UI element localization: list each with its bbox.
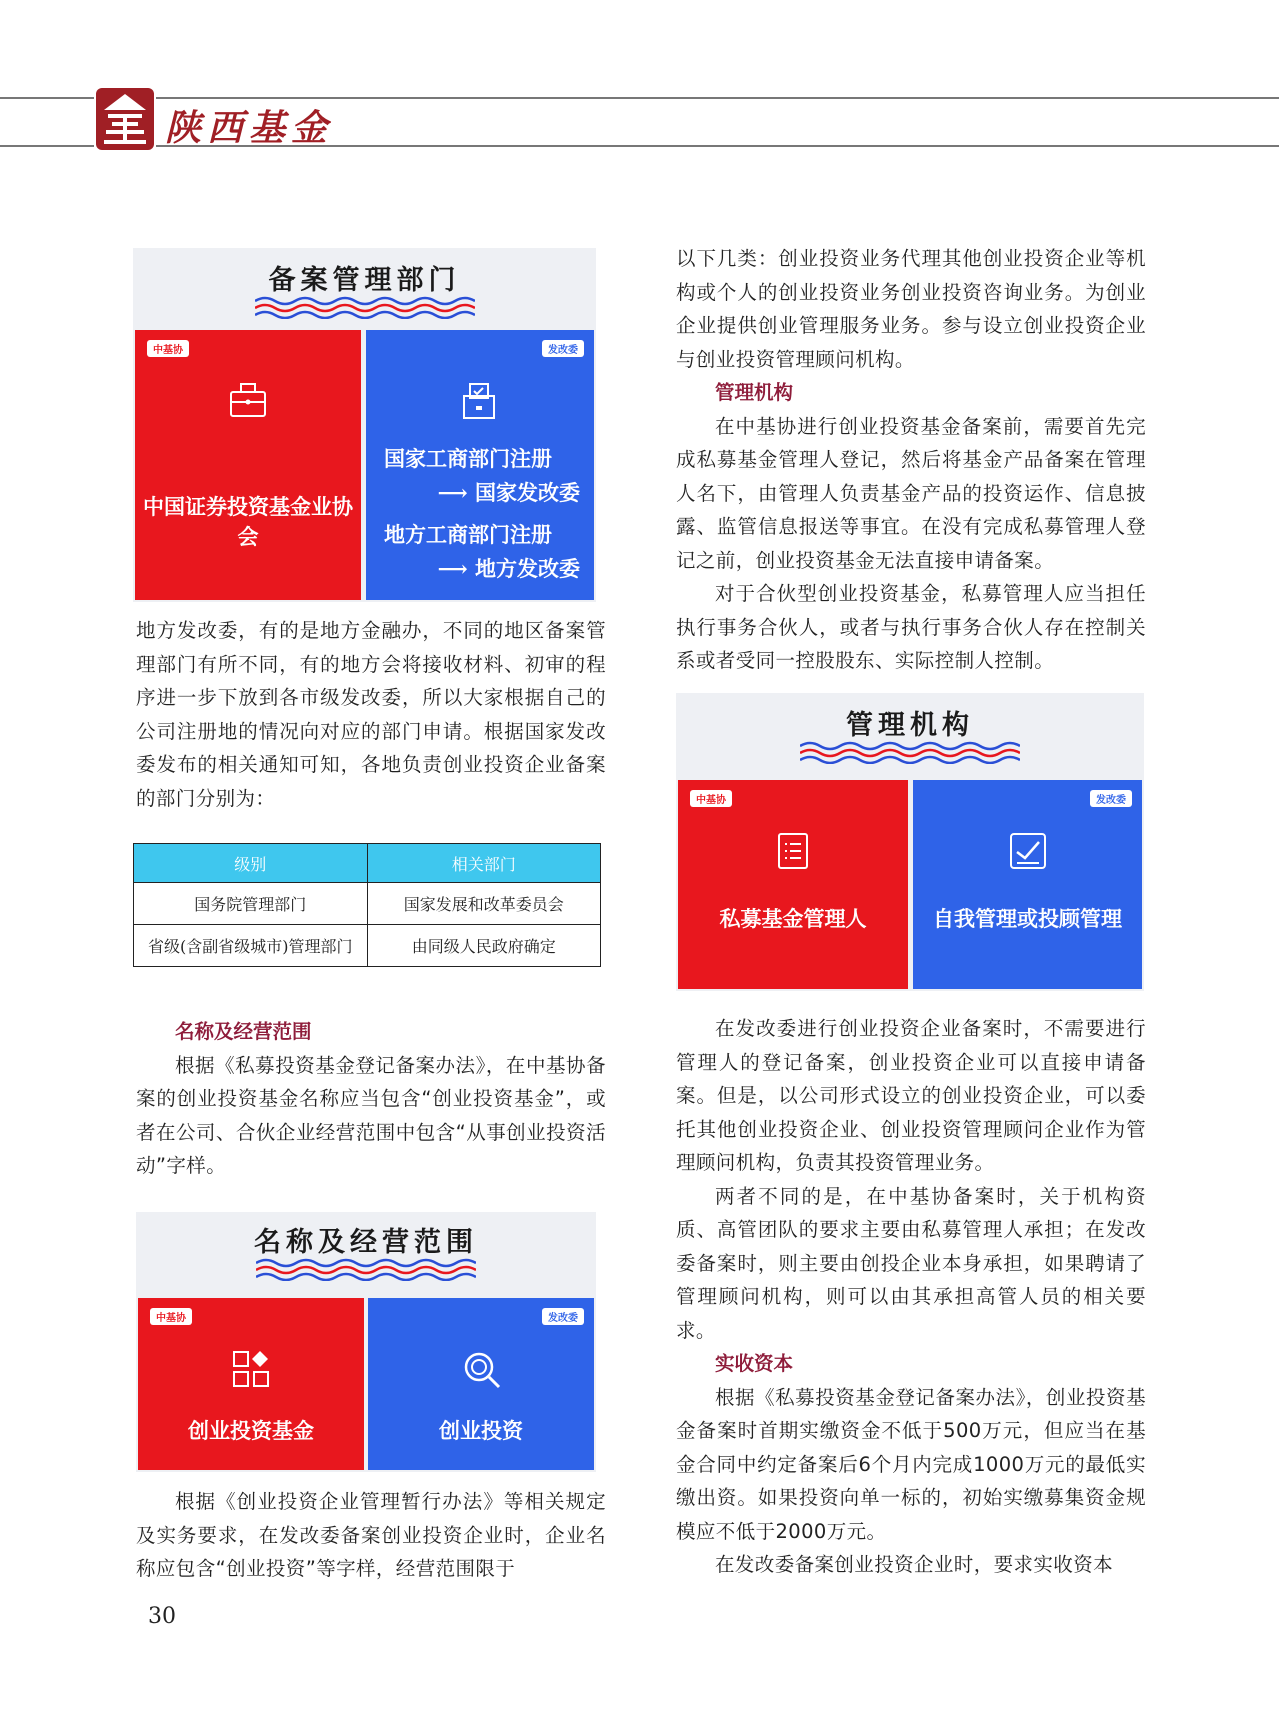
section-heading: 实收资本 xyxy=(715,1352,794,1375)
paragraph: 根据《私募投资基金登记备案办法》，创业投资基金备案时首期实缴资金不低于500万元，但应当在基金合同中约定备案后6个月内完成1000万元的最低实缴出资。如果投资向单一标的，初始实缴募集资金规模应不低于2000万元。 xyxy=(676,1385,1146,1543)
tag-fagaiwei: 发改委 xyxy=(542,340,584,357)
right-column-block-2 xyxy=(676,1012,1146,1582)
paragraph: 以下几类：创业投资业务代理其他创业投资企业等机构或个人的创业投资业务创业投资咨询业务。为创业企业提供创业管理服务业务。参与设立创业投资企业与创业投资管理顾问机构。 xyxy=(676,247,1146,371)
section-heading: 名称及经营范围 xyxy=(175,1020,312,1043)
paragraph: 在发改委备案创业投资企业时，要求实收资本 xyxy=(715,1553,1114,1576)
tag-fagaiwei: 发改委 xyxy=(1090,790,1132,807)
table-header-cell: 相关部门 xyxy=(367,844,601,883)
page-number: 30 xyxy=(148,1604,176,1629)
panel-zhongjixie xyxy=(138,1298,364,1470)
panel-zhongjixie xyxy=(135,330,361,600)
header-rule-top xyxy=(0,97,1279,99)
panel-zhongjixie xyxy=(678,780,908,989)
left-column-block-2 xyxy=(136,1015,606,1183)
left-column-block-3 xyxy=(136,1485,606,1586)
panel-text: 私募基金管理人 xyxy=(719,906,867,931)
arrow-icon: ⟶ xyxy=(437,556,475,581)
panel-fagaiwei xyxy=(368,1298,594,1470)
card-title: 管理机构 xyxy=(846,710,974,741)
tag-fagaiwei: 发改委 xyxy=(542,1308,584,1325)
wave-decoration xyxy=(800,740,1020,764)
left-column-block-1 xyxy=(136,614,606,815)
wave-decoration xyxy=(255,295,475,319)
section-heading: 管理机构 xyxy=(715,381,794,404)
info-card-name-scope xyxy=(136,1212,596,1472)
table-cell: 省级(含副省级城市)管理部门 xyxy=(134,925,368,967)
paragraph: 两者不同的是，在中基协备案时，关于机构资质、高管团队的要求主要由私募管理人承担；在发改委备案时，则主要由创投企业本身承担，如果聘请了管理顾问机构，则可以由其承担高管人员的相关要求。 xyxy=(676,1184,1146,1342)
checked-box-icon xyxy=(1009,832,1047,870)
magazine-logo xyxy=(94,84,156,154)
panel-text: 创业投资基金 xyxy=(188,1418,314,1443)
paragraph: 在发改委进行创业投资企业备案时，不需要进行管理人的登记备案，创业投资企业可以直接申请备案。但是，以公司形式设立的创业投资企业，可以委托其他创业投资企业、创业投资管理顾问企业作为管理顾问机构，负责其投资管理业务。 xyxy=(676,1017,1146,1174)
panel-line-3: 地方工商部门注册 xyxy=(384,522,552,547)
magazine-title: 陕西基金 xyxy=(165,107,334,149)
paragraph: 根据《私募投资基金登记备案办法》，在中基协备案的创业投资基金名称应当包含“创业投资基金”，或者在公司、合伙企业经营范围中包含“从事创业投资活动”字样。 xyxy=(136,1053,606,1177)
panel-line-4-wrap xyxy=(438,554,580,584)
table-row xyxy=(134,883,601,925)
tag-zhongjixie: 中基协 xyxy=(150,1308,192,1325)
table-row xyxy=(134,925,601,967)
apps-grid-icon xyxy=(232,1350,270,1388)
paragraph: 在中基协进行创业投资基金备案前，需要首先完成私募基金管理人登记，然后将基金产品备案在管理人名下，由管理人负责基金产品的投资运作、信息披露、监管信息报送等事宜。在没有完成私募管理人登记之前，创业投资基金无法直接申请备案。 xyxy=(676,414,1146,572)
panel-fagaiwei xyxy=(913,780,1142,989)
right-column-block-1 xyxy=(676,242,1146,678)
table-cell: 国家发展和改革委员会 xyxy=(367,883,601,925)
briefcase-icon xyxy=(229,382,267,418)
panel-line-4: 地方发改委 xyxy=(475,556,580,581)
departments-table xyxy=(133,843,601,967)
table-header-row xyxy=(134,844,601,883)
paragraph: 对于合伙型创业投资基金，私募管理人应当担任执行事务合伙人，或者与执行事务合伙人存在控制关系或者受同一控股股东、实际控制人控制。 xyxy=(676,582,1146,672)
ballot-box-icon xyxy=(460,382,498,420)
arrow-icon: ⟶ xyxy=(437,480,475,505)
document-list-icon xyxy=(776,832,810,870)
panel-text: 中国证券投资基金业协会 xyxy=(143,494,353,549)
table-cell: 国务院管理部门 xyxy=(134,883,368,925)
card-title: 备案管理部门 xyxy=(268,265,461,296)
card-title: 名称及经营范围 xyxy=(254,1227,478,1258)
table-header-cell: 级别 xyxy=(134,844,368,883)
paragraph: 根据《创业投资企业管理暂行办法》等相关规定及实务要求，在发改委备案创业投资企业时，企业名称应包含“创业投资”等字样，经营范围限于 xyxy=(136,1490,606,1580)
tag-zhongjixie: 中基协 xyxy=(690,790,732,807)
info-card-filing-departments xyxy=(133,248,596,602)
panel-text: 创业投资 xyxy=(439,1418,523,1443)
table-cell: 由同级人民政府确定 xyxy=(367,925,601,967)
info-card-management xyxy=(676,693,1144,991)
panel-text: 自我管理或投顾管理 xyxy=(933,906,1122,931)
tag-zhongjixie: 中基协 xyxy=(147,340,189,357)
magnifier-icon xyxy=(462,1350,502,1390)
panel-fagaiwei xyxy=(366,330,594,600)
paragraph: 地方发改委，有的是地方金融办，不同的地区备案管理部门有所不同，有的地方会将接收材料、初审的程序进一步下放到各市级发改委，所以大家根据自己的公司注册地的情况向对应的部门申请。根据国家发改委发布的相关通知可知，各地负责创业投资企业备案的部门分别为： xyxy=(136,619,606,810)
wave-decoration xyxy=(256,1257,476,1281)
panel-line-2: 国家发改委 xyxy=(475,480,580,505)
panel-line-2-wrap xyxy=(438,478,580,508)
panel-line-1: 国家工商部门注册 xyxy=(384,446,552,471)
